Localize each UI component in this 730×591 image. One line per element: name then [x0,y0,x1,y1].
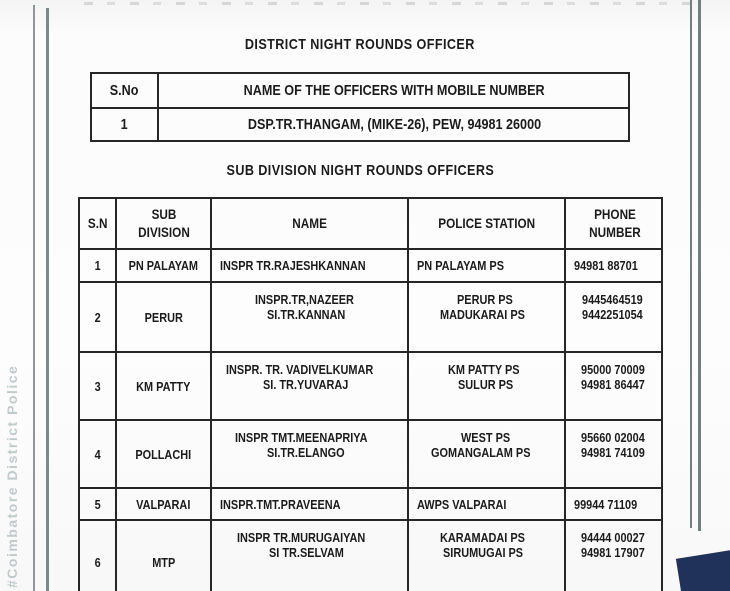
row-division: PERUR [115,283,210,351]
row-division: VALPARAI [115,489,210,519]
header-phone-number: PHONE NUMBER [564,199,663,248]
officer-name: SI.TR.ELANGO [267,445,345,460]
row-division: PN PALAYAM [115,250,210,281]
table-row-perur [80,281,661,351]
row-officer-name: INSPR.TMT.PRAVEENA [210,489,407,519]
table-row-valparai [80,487,661,519]
district-table-header-row [92,74,628,107]
police-station: SIRUMUGAI PS [442,545,523,560]
right-margin-rule-inner [690,0,692,528]
district-section-title-text: DISTRICT NIGHT ROUNDS OFFICER [245,36,475,53]
district-header-name: NAME OF THE OFFICERS WITH MOBILE NUMBER [157,74,630,107]
row-division: KM PATTY [115,353,210,419]
row-police-stations [407,283,564,351]
corner-navy-shape [676,548,730,591]
row-phone-numbers [564,283,663,351]
officer-name: INSPR.TR,NAZEER [254,292,354,307]
police-station: KM PATTY PS [447,362,520,377]
row-sn: 2 [94,309,101,325]
subdivision-header-row [80,199,661,248]
district-section-title [90,36,630,53]
table-row-mtp [80,519,661,591]
header-name: NAME [210,199,407,248]
police-station: GOMANGALAM PS [431,445,531,460]
row-sn: 1 [94,258,101,273]
officer-name: INSPR TR.MURUGAIYAN [237,530,366,545]
table-row-pollachi [80,419,661,487]
district-table-row [92,107,628,140]
officer-name: SI.TR.KANNAN [266,307,346,322]
row-officer-names [210,283,407,351]
left-margin-rule-inner [46,8,49,591]
cut-off-text-fragment [84,2,704,5]
subdivision-officers-table [78,197,663,591]
row-division: POLLACHI [115,421,210,487]
phone-number: 9442251054 [582,307,644,322]
row-officer-names [210,421,407,487]
row-police-station: PN PALAYAM PS [407,250,564,281]
officer-name: SI TR.SELVAM [268,545,344,560]
phone-number: 94444 00027 [580,530,645,545]
subdivision-section-title [90,162,630,179]
police-station: WEST PS [461,430,511,445]
row-sn: 6 [94,555,101,570]
phone-number: 94981 17907 [580,545,645,560]
officer-name: INSPR. TR. VADIVELKUMAR [225,362,374,377]
row-phone-numbers [564,353,663,419]
table-row-km-patty [80,351,661,419]
right-margin-rule-outer [698,0,701,531]
phone-number: 95000 70009 [580,362,645,377]
left-margin-rule-outer [33,5,35,591]
district-header-sno: S.No [110,82,139,99]
phone-number: 94981 74109 [580,445,645,460]
row-phone-number: 99944 71109 [564,489,663,519]
district-row-name: DSP.TR.THANGAM, (MIKE-26), PEW, 94981 26000 [157,109,630,140]
police-station: PERUR PS [457,292,514,307]
row-sn: 5 [94,496,101,512]
row-sn: 4 [94,446,101,462]
district-officer-table [90,72,630,142]
police-station: SULUR PS [457,377,513,392]
row-officer-names [210,521,407,591]
row-division: MTP [115,521,210,591]
phone-number: 95660 02004 [580,430,645,445]
officer-name: SI. TR.YUVARAJ [262,377,349,392]
row-phone-number: 94981 88701 [564,250,663,281]
row-police-stations [407,521,564,591]
officer-name: INSPR TMT.MEENAPRIYA [234,430,368,445]
row-officer-name: INSPR TR.RAJESHKANNAN [210,250,407,281]
row-officer-names [210,353,407,419]
row-phone-numbers [564,521,663,591]
header-sub-division: SUB DIVISION [115,199,210,248]
header-police-station: POLICE STATION [407,199,564,248]
row-phone-numbers [564,421,663,487]
header-sn: S.N [87,214,108,231]
row-police-station: AWPS VALPARAI [407,489,564,519]
table-row-pn-palayam [80,248,661,281]
subdivision-section-title-text: SUB DIVISION NIGHT ROUNDS OFFICERS [226,162,494,179]
row-sn: 3 [94,378,101,394]
watermark-coimbatore-district-police: #Coimbatore District Police [4,364,20,588]
row-police-stations [407,353,564,419]
row-police-stations [407,421,564,487]
district-row-sno: 1 [120,116,129,133]
police-station: KARAMADAI PS [439,530,525,545]
phone-number: 94981 86447 [580,377,645,392]
phone-number: 9445464519 [582,292,644,307]
police-station: MADUKARAI PS [439,307,525,322]
